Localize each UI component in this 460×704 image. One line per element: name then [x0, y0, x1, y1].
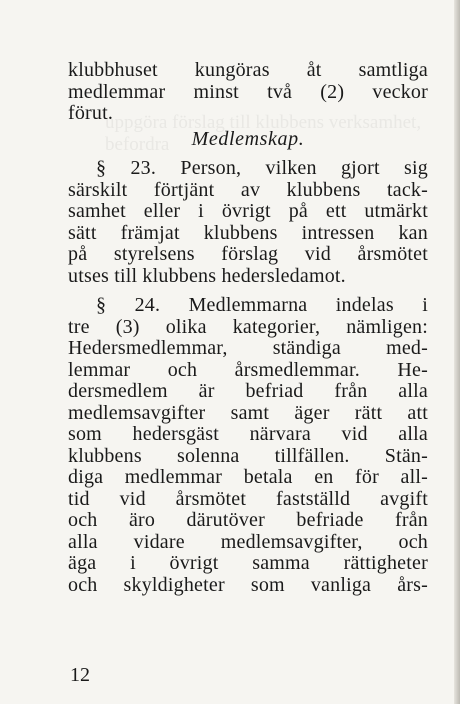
- text-line: alla vidare medlemsavgifter, och: [68, 530, 428, 553]
- text-line: klubbens solenna tillfällen. Stän-: [68, 444, 428, 467]
- text-line: lemmar och årsmedlemmar. He-: [68, 358, 428, 381]
- text-line: tre (3) olika kategorier, nämligen:: [68, 315, 428, 338]
- text-line: på styrelsens förslag vid årsmötet: [68, 243, 428, 265]
- text-line: § 23. Person, vilken gjort sig: [96, 157, 428, 179]
- text-line: samhet eller i övrigt på ett utmärkt: [68, 200, 428, 222]
- page-number: 12: [70, 664, 90, 686]
- text-line: diga medlemmar betala en för all-: [68, 466, 428, 488]
- text-line: och äro därutöver befriade från: [68, 509, 428, 531]
- text-line: särskilt förtjänt av klubbens tack-: [68, 178, 428, 201]
- text-line: utses till klubbens hedersledamot.: [68, 264, 346, 287]
- section-heading: Medlemskap.: [191, 127, 305, 150]
- body-text: [68, 60, 428, 596]
- text-line: sätt främjat klubbens intressen kan: [68, 221, 428, 244]
- text-line: medlemsavgifter samt äger rätt att: [68, 401, 428, 424]
- text-line: förut.: [68, 102, 114, 124]
- text-line: och skyldigheter som vanliga års-: [68, 573, 428, 596]
- text-line: äga i övrigt samma rättigheter: [68, 552, 428, 574]
- page-edge: [454, 0, 460, 704]
- text-line: § 24. Medlemmarna indelas i: [96, 294, 428, 316]
- text-line: medlemmar minst två (2) veckor: [68, 80, 428, 103]
- text-line: Hedersmedlemmar, ständiga med-: [68, 337, 428, 359]
- text-line: klubbhuset kungöras åt samtliga: [68, 59, 428, 81]
- text-line: dersmedlem är befriad från alla: [68, 380, 428, 402]
- text-line: som hedersgäst närvara vid alla: [68, 423, 428, 445]
- text-line: tid vid årsmötet fastställd avgift: [68, 487, 428, 510]
- show-through-text: uppgöra förslag till klubbens verksamhet, befordra: [105, 112, 422, 155]
